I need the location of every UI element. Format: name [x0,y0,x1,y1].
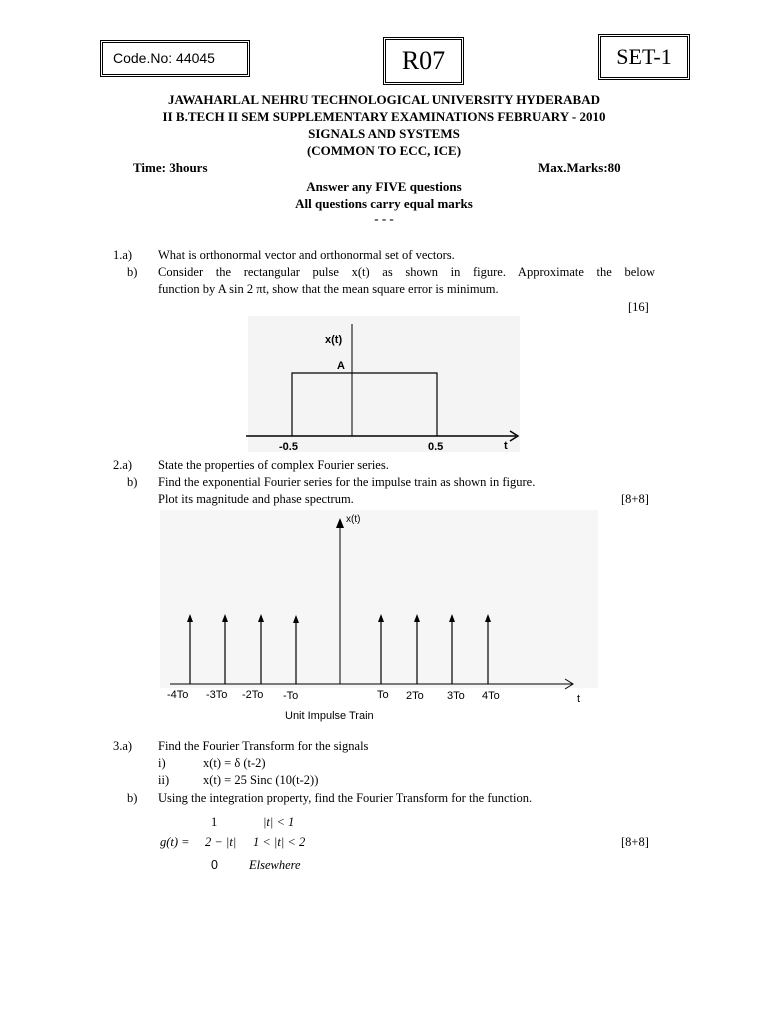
set-label: SET-1 [616,44,672,69]
code-number-box [100,40,250,77]
q3a-i-text: x(t) = δ (t-2) [203,756,266,770]
pulse-right-edge-label: 0.5 [428,441,444,453]
tick-label-4T0: 4To [482,690,500,702]
tick-label-minus-2T0: -2To [242,689,264,701]
tick-label-T0: To [377,689,389,701]
q1-marks: [16] [628,300,649,314]
pulse-ylabel: x(t) [325,334,343,346]
piecewise-function-name: g(t) = [160,835,190,849]
q2a-number: 2.a) [113,458,133,472]
q1a-text: What is orthonormal vector and orthonormal set of vectors. [158,248,455,262]
code-number: Code.No: 44045 [113,50,215,66]
university-name: JAWAHARLAL NEHRU TECHNOLOGICAL UNIVERSITY HYDERABAD [168,92,600,107]
piecewise-case2-condition: 1 < |t| < 2 [253,835,306,849]
q3-marks: [8+8] [621,835,649,849]
time-allowed: Time: 3hours [133,160,208,175]
q1a-number: 1.a) [113,248,133,262]
piecewise-case1-value: 1 [211,815,218,829]
tick-label-minus-3T0: -3To [206,689,228,701]
q3a-number: 3.a) [113,739,133,753]
impulse-train-figure [150,508,610,724]
q3a-text: Find the Fourier Transform for the signals [158,739,369,753]
piecewise-case1-condition: |t| < 1 [263,815,295,829]
q1b-text-line1: Consider the rectangular pulse x(t) as shown in figure. Approximate the below [158,265,655,279]
q3a-ii-text: x(t) = 25 Sinc (10(t-2)) [203,773,319,787]
train-caption: Unit Impulse Train [285,710,374,722]
q3a-i-number: i) [158,756,166,770]
q2a-text: State the properties of complex Fourier series. [158,458,389,472]
q2b-text-line2: Plot its magnitude and phase spectrum. [158,492,354,506]
figure-background [248,316,520,452]
pulse-level-label: A [337,360,345,372]
instruction-answer: Answer any FIVE questions [306,179,462,194]
pulse-xlabel: t [504,440,508,452]
piecewise-case2-value: 2 − |t| [205,835,237,849]
piecewise-case3-condition: Elsewhere [249,858,301,872]
train-xlabel: t [577,693,581,705]
separator: - - - [374,211,394,226]
rect-pulse-figure [240,316,530,456]
tick-label-minus-4T0: -4To [167,689,189,701]
q3b-text: Using the integration property, find the Fourier Transform for the function. [158,791,533,805]
max-marks: Max.Marks:80 [538,160,621,175]
pulse-left-edge-label: -0.5 [279,441,298,453]
regulation-code: R07 [401,46,446,75]
q1b-text-line2: function by A sin 2 πt, show that the mean square error is minimum. [158,282,499,296]
regulation-box [383,37,464,85]
piecewise-case3-value: 0 [211,858,218,872]
tick-label-3T0: 3To [447,690,465,702]
q1b-number: b) [127,265,138,279]
exam-title: II B.TECH II SEM SUPPLEMENTARY EXAMINATIONS FEBRUARY - 2010 [162,109,606,124]
figure-background [160,510,598,688]
q2b-number: b) [127,475,138,489]
q3a-ii-number: ii) [158,773,170,787]
tick-label-2T0: 2To [406,690,424,702]
train-ylabel: x(t) [346,514,361,525]
instruction-marks: All questions carry equal marks [295,196,473,211]
common-to: (COMMON TO ECC, ICE) [306,143,462,158]
q2-marks: [8+8] [621,492,649,506]
set-box [598,34,690,80]
subject-title: SIGNALS AND SYSTEMS [308,126,460,141]
tick-label-minus-T0: -To [283,690,299,702]
q2b-text-line1: Find the exponential Fourier series for the impulse train as shown in figure. [158,475,536,489]
q3b-number: b) [127,791,138,805]
